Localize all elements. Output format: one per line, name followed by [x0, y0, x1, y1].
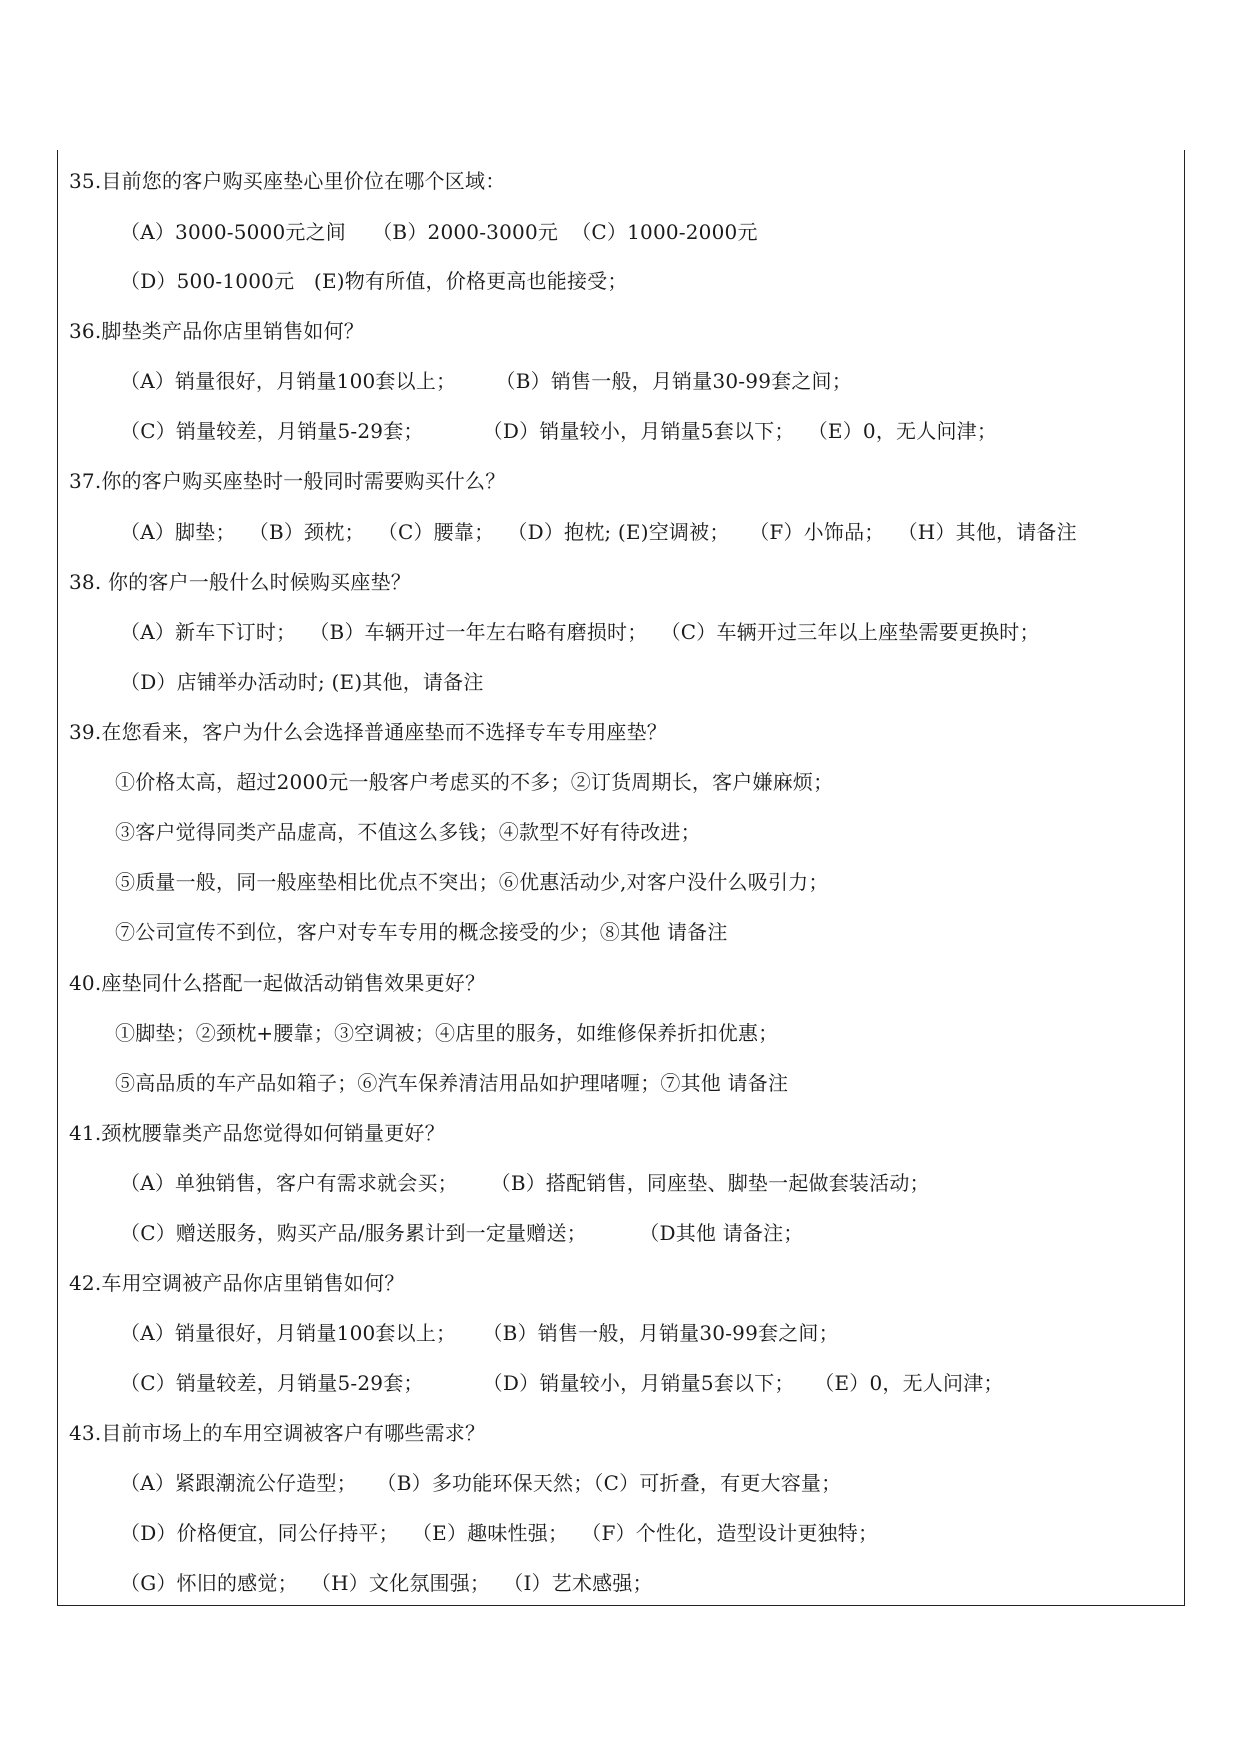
question-42-title: 42.车用空调被产品你店里销售如何？ — [69, 1271, 405, 1295]
question-43-options-1: （A）紧跟潮流公仔造型； （B）多功能环保天然；（C）可折叠，有更大容量； — [120, 1471, 842, 1495]
question-41-title: 41.颈枕腰靠类产品您觉得如何销量更好？ — [69, 1121, 445, 1145]
question-43-options-3: （G）怀旧的感觉； （H）文化氛围强； （I）艺术感强； — [120, 1571, 653, 1595]
question-41-options-2: （C）赠送服务，购买产品/服务累计到一定量赠送； （D其他 请备注； — [120, 1221, 804, 1245]
question-39-options-4: ⑦公司宣传不到位，客户对专车专用的概念接受的少；⑧其他 请备注 — [115, 920, 728, 944]
question-38-options-2: （D）店铺举办活动时; (E)其他，请备注 — [120, 670, 484, 694]
question-37-title: 37.你的客户购买座垫时一般同时需要购买什么？ — [69, 469, 506, 493]
question-42-options-1: （A）销量很好，月销量100套以上； （B）销售一般，月销量30-99套之间； — [120, 1321, 839, 1345]
question-36-options-2: （C）销量较差，月销量5-29套； （D）销量较小，月销量5套以下； （E）0，无人问津； — [120, 419, 998, 443]
question-40-options-2: ⑤高品质的车产品如箱子；⑥汽车保养清洁用品如护理啫喱；⑦其他 请备注 — [115, 1071, 789, 1095]
question-40-title: 40.座垫同什么搭配一起做活动销售效果更好？ — [69, 971, 486, 995]
question-42-options-2: （C）销量较差，月销量5-29套； （D）销量较小，月销量5套以下； （E）0，无人问津； — [120, 1371, 1004, 1395]
question-38-options-1: （A）新车下订时； （B）车辆开过一年左右略有磨损时； （C）车辆开过三年以上座垫需要更换时； — [120, 620, 1040, 644]
question-39-options-1: ①价格太高，超过2000元一般客户考虑买的不多；②订货周期长，客户嫌麻烦； — [115, 770, 834, 794]
question-36-title: 36.脚垫类产品你店里销售如何？ — [69, 319, 365, 343]
question-39-options-2: ③客户觉得同类产品虚高，不值这么多钱；④款型不好有待改进； — [115, 820, 701, 844]
question-39-title: 39.在您看来，客户为什么会选择普通座垫而不选择专车专用座垫？ — [69, 720, 668, 744]
question-43-title: 43.目前市场上的车用空调被客户有哪些需求？ — [69, 1421, 486, 1445]
question-35-options-1: （A）3000-5000元之间 （B）2000-3000元 （C）1000-2000元 — [120, 220, 758, 244]
question-38-title: 38. 你的客户一般什么时候购买座垫？ — [69, 570, 411, 594]
question-39-options-3: ⑤质量一般，同一般座垫相比优点不突出；⑥优惠活动少,对客户没什么吸引力； — [115, 870, 829, 894]
question-43-options-2: （D）价格便宜，同公仔持平； （E）趣味性强； （F）个性化，造型设计更独特； — [120, 1521, 879, 1545]
question-36-options-1: （A）销量很好，月销量100套以上； （B）销售一般，月销量30-99套之间； — [120, 369, 852, 393]
question-41-options-1: （A）单独销售，客户有需求就会买； （B）搭配销售，同座垫、脚垫一起做套装活动； — [120, 1171, 930, 1195]
question-35-options-2: （D）500-1000元 (E)物有所值，价格更高也能接受； — [120, 269, 628, 293]
question-35-title: 35.目前您的客户购买座垫心里价位在哪个区域： — [69, 169, 506, 193]
question-40-options-1: ①脚垫；②颈枕+腰靠；③空调被；④店里的服务，如维修保养折扣优惠； — [115, 1021, 779, 1045]
question-37-options-1: （A）脚垫； （B）颈枕； （C）腰靠； （D）抱枕; (E)空调被； （F）小饰品； （H）其他，请备注 — [120, 520, 1077, 544]
